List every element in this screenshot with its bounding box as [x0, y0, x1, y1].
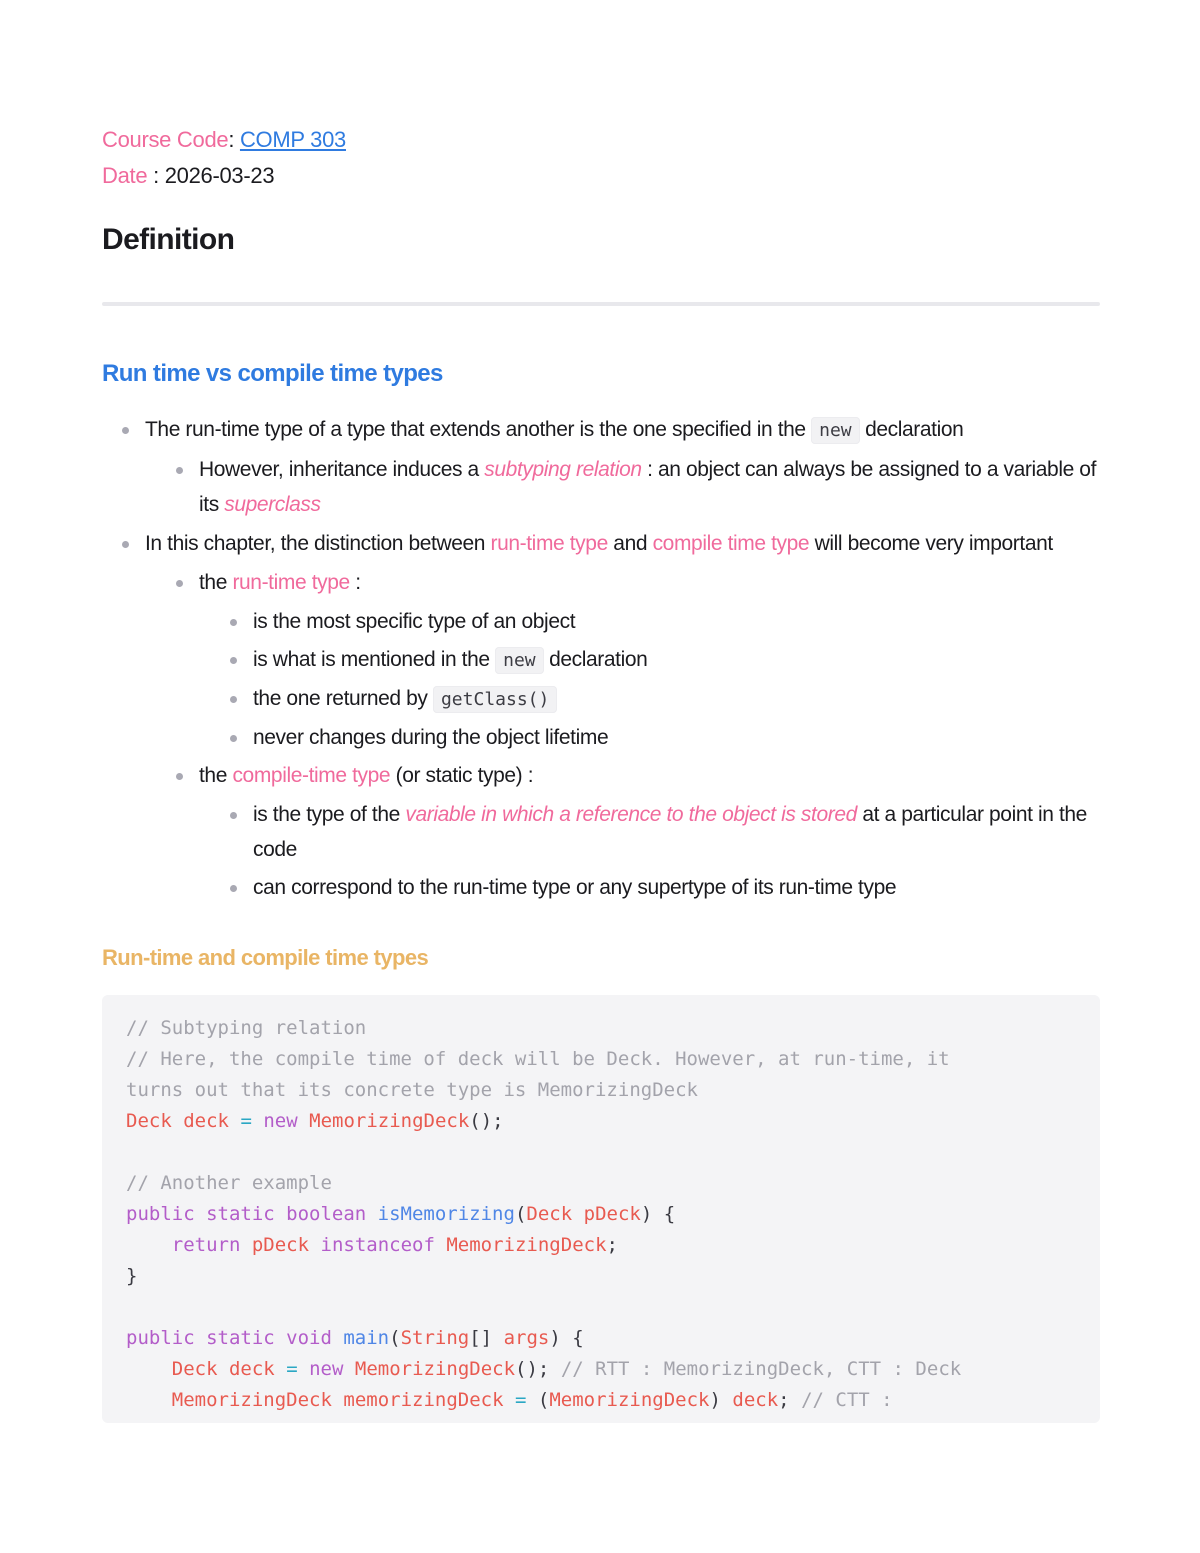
section-heading-runtime-vs-compile: Run time vs compile time types	[102, 360, 443, 387]
list-item: the compile-time type (or static type) : is the type of the variable in which a reference to the object is stored at a particular point in the code can correspond to the run-time type or any supertype of its run-time type	[199, 758, 1100, 905]
highlight-subtyping-relation: subtyping relation	[484, 458, 642, 481]
list-item: The run-time type of a type that extends another is the one specified in the new declaration However, inheritance induces a subtyping relation : an object can always be assigned to a variable of its superclass	[145, 412, 1100, 522]
code-comment: // Here, the compile time of deck will be Deck. However, at run-time, it	[126, 1048, 950, 1070]
list-item: In this chapter, the distinction between run-time type and compile time type will become very important the run-time type : is the most specific type of an object is what is mentioned in the new declaration the one returned by getClass() never changes during the object lifetime the compile-time type (or static type) : is the type of the variable in which a reference to the object is stored at a particular point in the code can correspond to the run-time type or any supertype of its run-time type	[145, 526, 1100, 905]
sub-bullet-list	[145, 565, 1100, 905]
inline-code-new: new	[811, 417, 860, 444]
inline-code-new: new	[495, 647, 544, 674]
section-heading-runtime-and-compile: Run-time and compile time types	[102, 945, 429, 970]
list-item: is the most specific type of an object	[253, 604, 1100, 639]
list-item: the one returned by getClass()	[253, 681, 1100, 717]
highlight-superclass: superclass	[224, 493, 321, 516]
code-comment: // Subtyping relation	[126, 1017, 367, 1039]
course-code-label: Course Code	[102, 127, 229, 152]
sub-sub-bullet-list	[199, 797, 1100, 905]
code-block[interactable]: // Subtyping relation // Here, the compile time of deck will be Deck. However, at run-time, it turns out that its concrete type is MemorizingDeck Deck deck = new MemorizingDeck(); // Another example public static boolean isMemorizing(Deck pDeck) { return pDeck instanceof MemorizingDeck; } public static void main(String[] args) { Deck deck = new MemorizingDeck(); // RTT : MemorizingDeck, CTT : Deck MemorizingDeck memorizingDeck = (MemorizingDeck) deck; // CTT :	[102, 995, 1100, 1423]
sub-bullet-list	[145, 452, 1100, 522]
list-item: can correspond to the run-time type or any supertype of its run-time type	[253, 870, 1100, 905]
code-comment: // Another example	[126, 1172, 332, 1194]
term-compile-time-type: compile-time type	[232, 764, 391, 787]
inline-code-getclass: getClass()	[433, 686, 557, 713]
list-item: However, inheritance induces a subtyping relation : an object can always be assigned to a variable of its superclass	[199, 452, 1100, 522]
page-title: Definition	[102, 223, 235, 256]
term-run-time-type: run-time type	[232, 571, 350, 594]
sub-sub-bullet-list	[199, 604, 1100, 755]
list-item: never changes during the object lifetime	[253, 720, 1100, 755]
date-value: 2026-03-23	[164, 163, 275, 188]
code-comment: // CTT :	[801, 1389, 893, 1411]
course-code-link[interactable]: COMP 303	[239, 127, 346, 152]
code-comment: // RTT : MemorizingDeck, CTT : Deck	[560, 1358, 962, 1380]
date-label: Date	[102, 163, 148, 188]
list-item: is the type of the variable in which a reference to the object is stored at a particular point in the code	[253, 797, 1100, 867]
highlight-run-time-type: run-time type	[490, 532, 608, 555]
document-content	[102, 122, 1100, 1423]
divider	[102, 302, 1100, 306]
code-comment: turns out that its concrete type is MemorizingDeck	[126, 1079, 698, 1101]
date-line: Date : 2026-03-23	[102, 163, 275, 188]
bullet-list	[102, 412, 1100, 905]
list-item: is what is mentioned in the new declaration	[253, 642, 1100, 678]
list-item: the run-time type : is the most specific type of an object is what is mentioned in the new declaration the one returned by getClass() never changes during the object lifetime	[199, 565, 1100, 755]
highlight-compile-time-type: compile time type	[652, 532, 810, 555]
course-code-line: Course Code: COMP 303	[102, 127, 346, 152]
highlight-variable-reference: variable in which a reference to the object is stored	[405, 803, 857, 826]
